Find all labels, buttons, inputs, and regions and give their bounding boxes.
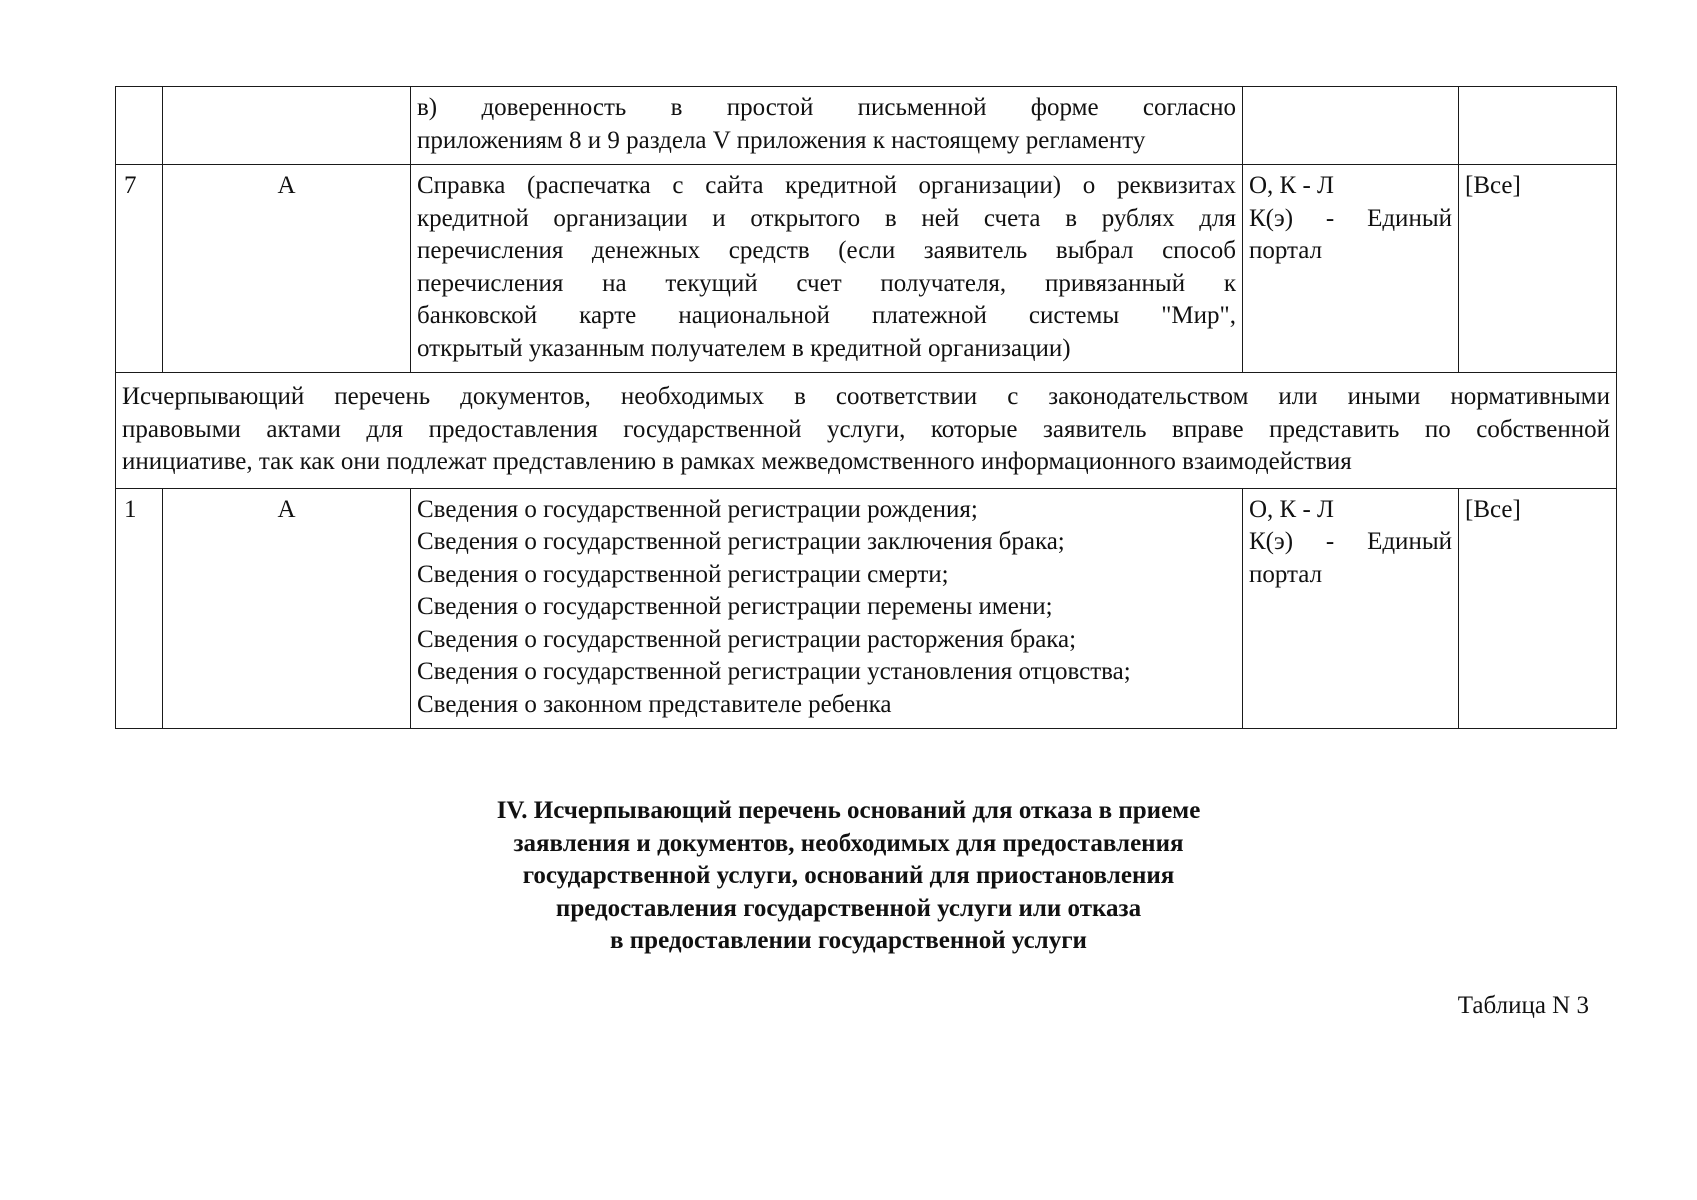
document-description-cell [411, 165, 1243, 373]
table-row [116, 165, 1617, 373]
submission-form-cell [1243, 87, 1459, 165]
heading-line: в предоставлении государственной услуги [610, 927, 1087, 954]
header-line: инициативе, так как они подлежат представлению в рамках межведомственного информационного взаимодействия [122, 448, 1352, 475]
form-line: К(э) - Единый [1249, 528, 1452, 555]
description-line: открытый указанным получателем в кредитной организации) [417, 334, 1071, 362]
heading-line: заявления и документов, необходимых для предоставления [513, 829, 1184, 857]
description-line: Сведения о государственной регистрации заключения брака; [417, 528, 1065, 555]
description-line: банковской карте национальной платежной системы "Мир", [417, 302, 1236, 329]
form-line: О, К - Л [1249, 172, 1335, 199]
form-line: портал [1249, 560, 1323, 588]
header-line: правовыми актами для предоставления государственной услуги, которые заявитель вправе представить по собственной [122, 415, 1610, 443]
section-heading [300, 795, 1397, 958]
applicability-cell: [Все] [1459, 488, 1617, 729]
table-row [116, 87, 1617, 165]
description-line: Сведения о законном представителе ребенка [417, 690, 892, 718]
description-line: Сведения о государственной регистрации рождения; [417, 495, 978, 523]
description-line: перечисления на текущий счет получателя, привязанный к [417, 269, 1236, 297]
applicability-cell [1459, 87, 1617, 165]
form-line: К(э) - Единый [1249, 204, 1452, 232]
document-description-cell [411, 87, 1243, 165]
description-line: Справка (распечатка с сайта кредитной организации) о реквизитах [417, 172, 1236, 199]
header-line: Исчерпывающий перечень документов, необходимых в соответствии с законодательством или иными нормативными [122, 383, 1610, 410]
row-number-cell: 7 [116, 165, 163, 373]
row-number-cell: 1 [116, 488, 163, 729]
category-cell [163, 87, 411, 165]
form-line: О, К - Л [1249, 495, 1335, 523]
applicability-cell: [Все] [1459, 165, 1617, 373]
category-cell: А [163, 488, 411, 729]
category-cell: А [163, 165, 411, 373]
description-line: кредитной организации и открытого в ней счета в рублях для [417, 204, 1236, 232]
table-row [116, 488, 1617, 729]
description-line: Сведения о государственной регистрации перемены имени; [417, 593, 1053, 620]
heading-line: IV. Исчерпывающий перечень оснований для отказа в приеме [496, 797, 1201, 824]
table-row [116, 373, 1617, 489]
description-line: Сведения о государственной регистрации смерти; [417, 560, 949, 588]
description-line: Сведения о государственной регистрации расторжения брака; [417, 625, 1077, 653]
submission-form-cell [1243, 488, 1459, 729]
description-line: перечисления денежных средств (если заявитель выбрал способ [417, 237, 1236, 264]
document-description-cell [411, 488, 1243, 729]
table-caption: Таблица N 3 [1457, 992, 1589, 1019]
documents-table [115, 86, 1617, 729]
description-line: Сведения о государственной регистрации установления отцовства; [417, 658, 1131, 685]
optional-documents-header-cell [116, 373, 1617, 489]
form-line: портал [1249, 237, 1323, 264]
heading-line: государственной услуги, оснований для приостановления [522, 862, 1175, 889]
description-line: приложениям 8 и 9 раздела V приложения к настоящему регламенту [417, 126, 1146, 154]
heading-line: предоставления государственной услуги или отказа [555, 894, 1142, 922]
row-number-cell [116, 87, 163, 165]
submission-form-cell [1243, 165, 1459, 373]
description-line: в) доверенность в простой письменной форме согласно [417, 94, 1236, 121]
